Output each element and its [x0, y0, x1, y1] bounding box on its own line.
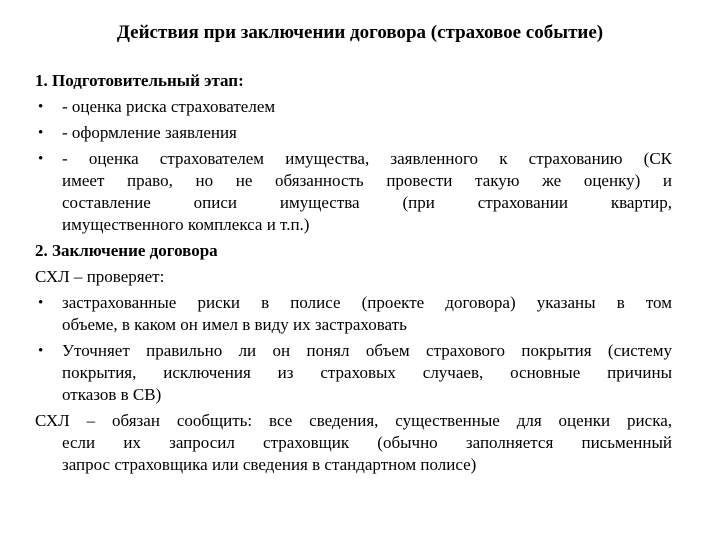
slide-title: Действия при заключении договора (страховое событие): [116, 22, 604, 43]
slide: [0, 20, 720, 560]
list-item-text: имущественного комплекса и т.п.): [62, 215, 310, 234]
section-heading-2: [35, 240, 672, 262]
section-heading-1: [35, 70, 672, 92]
paragraph-text: запрос страховщика или сведения в стандартном полисе): [62, 455, 477, 474]
paragraph-text: если их запросил страховщик (обычно заполняется письменный: [62, 433, 672, 452]
bullet-icon: •: [38, 151, 44, 167]
bullet-icon: •: [38, 99, 44, 115]
list-item-text: застрахованные риски в полисе (проекте договора) указаны в том: [62, 293, 672, 312]
list-item-text: составление описи имущества (при страховании квартир,: [62, 193, 672, 212]
list-item: [35, 122, 672, 144]
bullet-icon: •: [38, 295, 44, 311]
list-item: [35, 96, 672, 118]
paragraph: [35, 266, 672, 288]
list-item-text: Уточняет правильно ли он понял объем страхового покрытия (систему: [62, 341, 672, 360]
list-item-text: отказов в СВ): [62, 385, 162, 404]
slide-body: [35, 70, 672, 476]
list-item: [35, 148, 672, 236]
heading-text: 1. Подготовительный этап:: [35, 71, 244, 90]
list-item-text: - оценка риска страхователем: [62, 97, 276, 116]
list-item-text: - оценка страхователем имущества, заявленного к страхованию (СК: [62, 149, 672, 168]
list-item: [35, 340, 672, 406]
paragraph: [35, 410, 672, 476]
paragraph-text: СХЛ – обязан сообщить: все сведения, существенные для оценки риска,: [35, 411, 672, 430]
list-item: [35, 292, 672, 336]
list-item-text: покрытия, исключения из страховых случаев, основные причины: [62, 363, 672, 382]
bullet-icon: •: [38, 125, 44, 141]
heading-text: 2. Заключение договора: [35, 241, 218, 260]
paragraph-text: СХЛ – проверяет:: [35, 267, 165, 286]
bullet-icon: •: [38, 343, 44, 359]
list-item-text: имеет право, но не обязанность провести такую же оценку) и: [62, 171, 672, 190]
list-item-text: объеме, в каком он имел в виду их застраховать: [62, 315, 407, 334]
list-item-text: - оформление заявления: [62, 123, 237, 142]
